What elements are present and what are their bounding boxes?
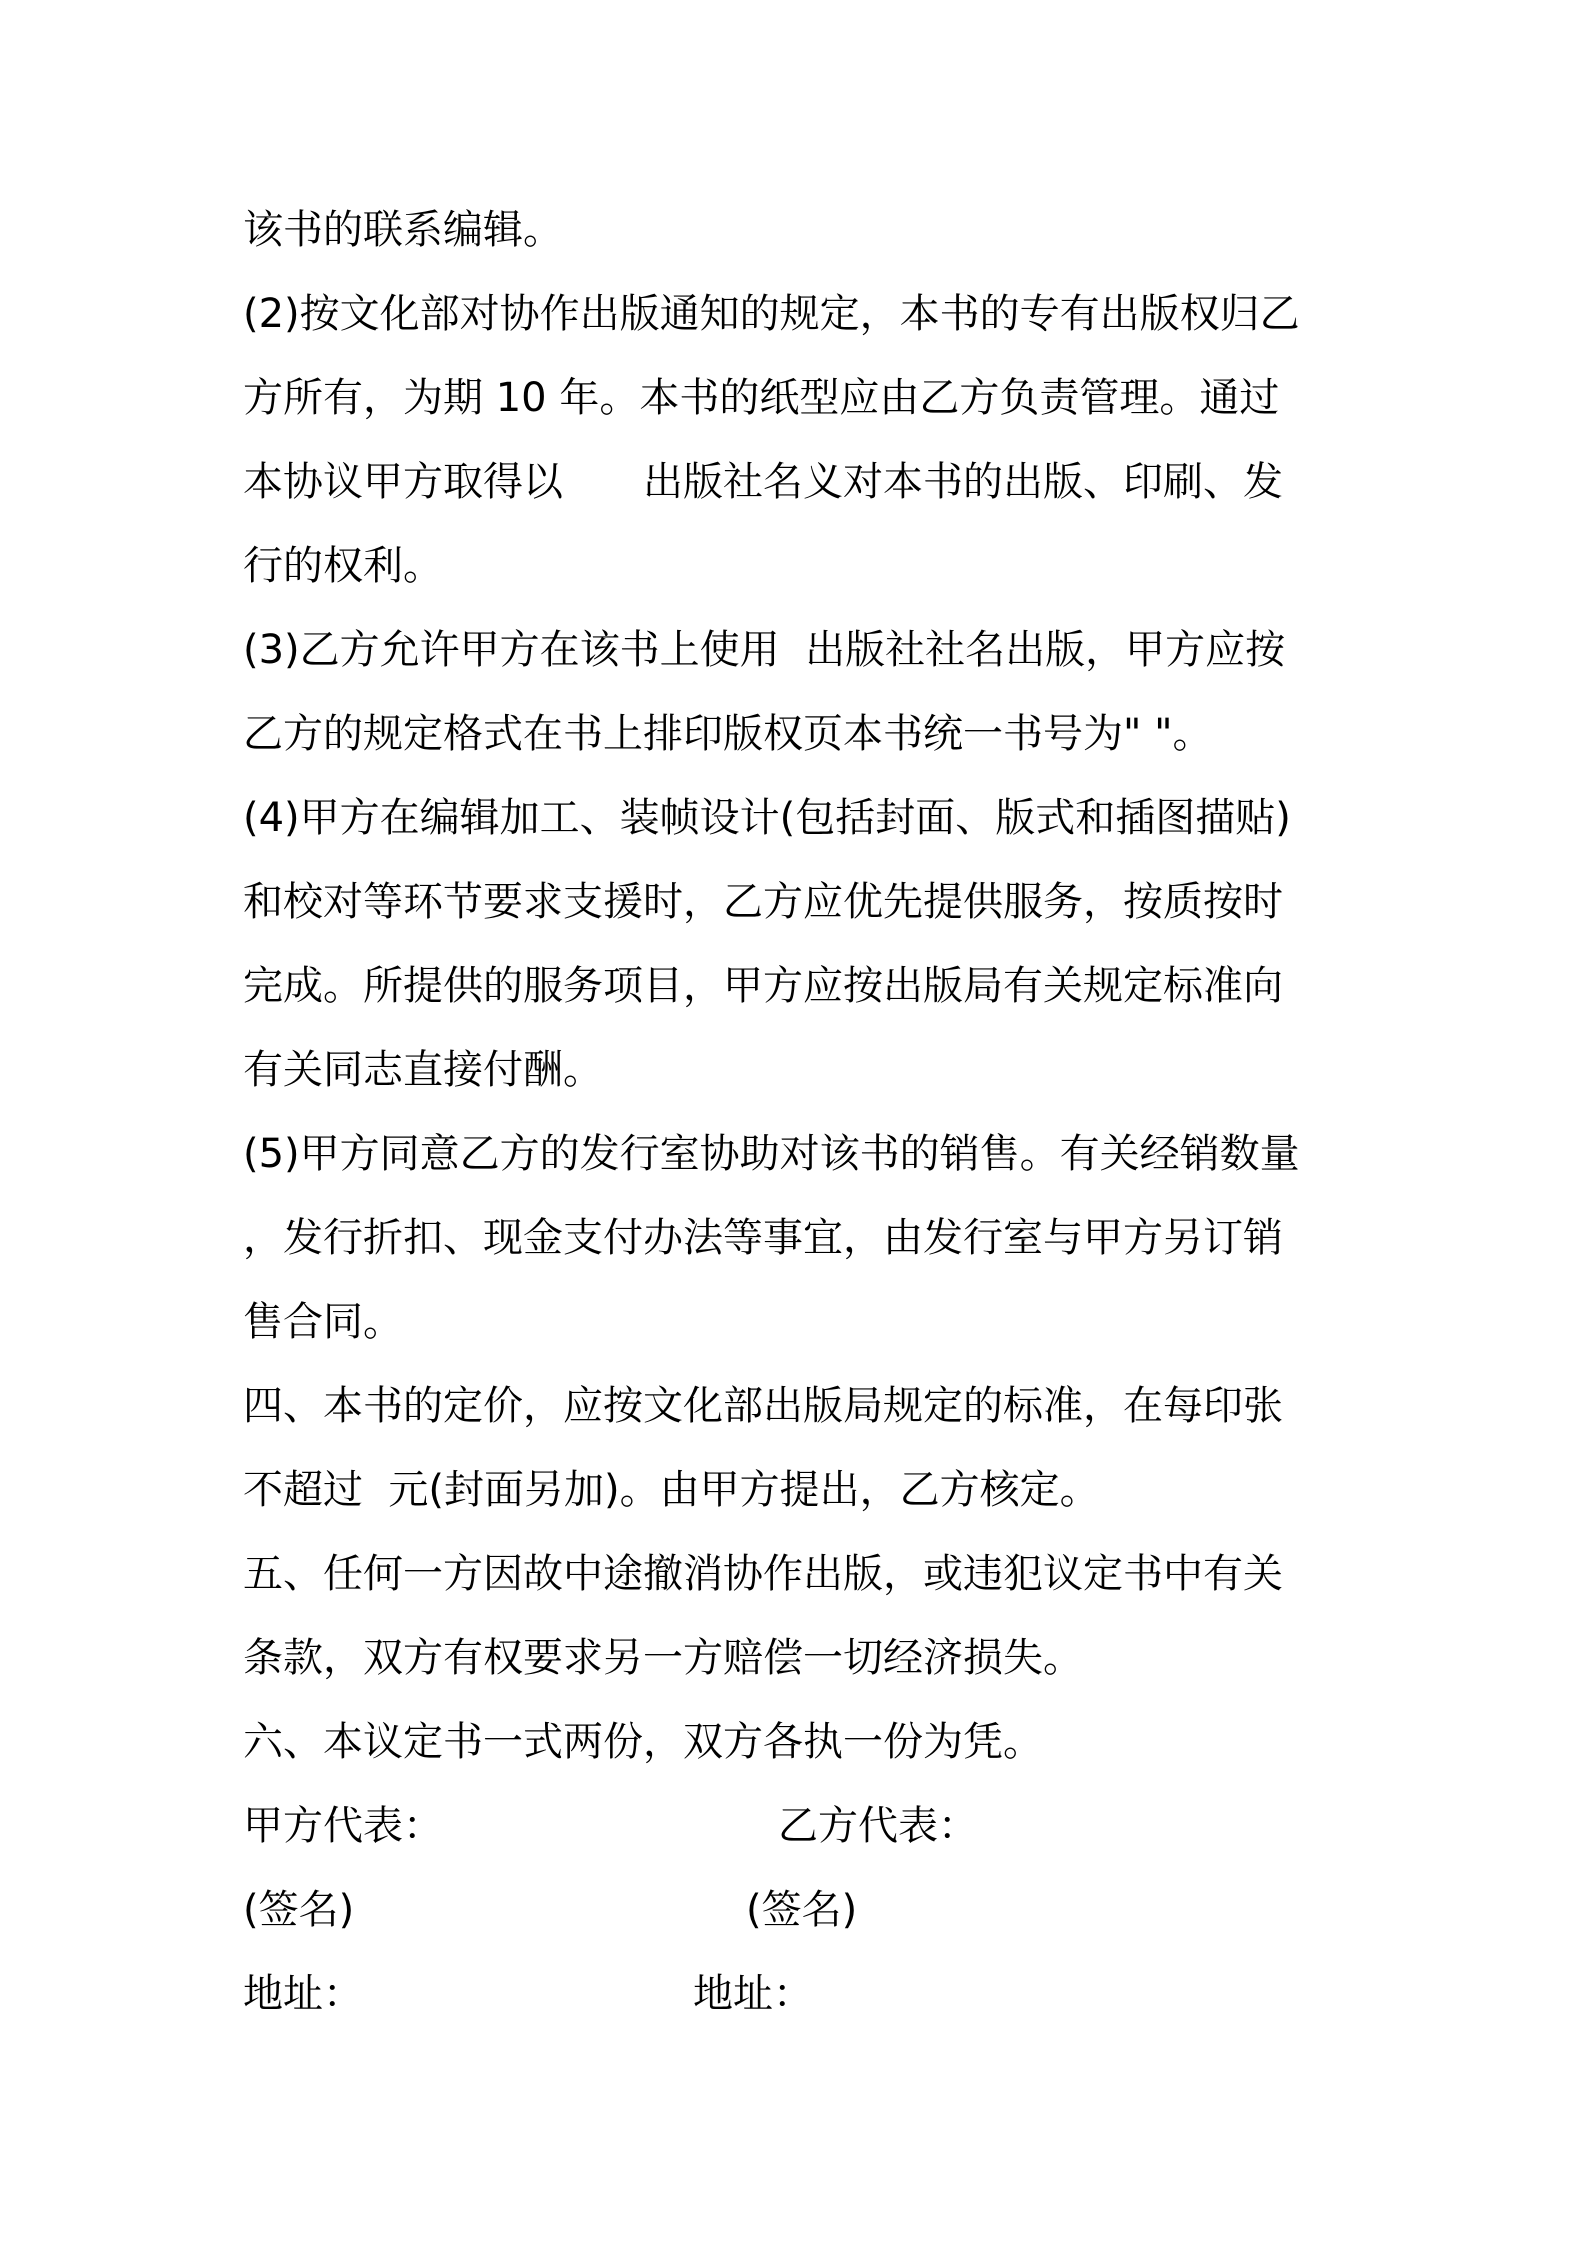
text-line-7: 乙方的规定格式在书上排印版权页本书统一书号为" "。 (243, 711, 1213, 757)
party-a-signature-label: (签名) (243, 1887, 355, 1933)
text-line-10: 完成。所提供的服务项目，甲方应按出版局有关规定标准向 (243, 963, 1283, 1009)
text-line-2: (2)按文化部对协作出版通知的规定，本书的专有出版权归乙 (243, 291, 1300, 337)
text-line-17: 五、任何一方因故中途撤消协作出版，或违犯议定书中有关 (243, 1551, 1283, 1597)
text-line-8: (4)甲方在编辑加工、装帧设计(包括封面、版式和插图描贴) (243, 795, 1291, 841)
text-line-11: 有关同志直接付酬。 (243, 1047, 603, 1093)
party-b-address-label: 地址： (693, 1971, 813, 2017)
text-line-1: 该书的联系编辑。 (243, 207, 563, 253)
text-line-6: (3)乙方允许甲方在该书上使用 出版社社名出版，甲方应按 (243, 627, 1286, 673)
text-line-9: 和校对等环节要求支援时，乙方应优先提供服务，按质按时 (243, 879, 1283, 925)
text-line-15: 四、本书的定价，应按文化部出版局规定的标准，在每印张 (243, 1383, 1283, 1429)
text-line-5: 行的权利。 (243, 543, 443, 589)
text-line-16: 不超过 元(封面另加)。由甲方提出，乙方核定。 (243, 1467, 1100, 1513)
party-a-representative-label: 甲方代表： (243, 1803, 443, 1849)
representatives-row (243, 1784, 1353, 1868)
text-line-3: 方所有，为期 10 年。本书的纸型应由乙方负责管理。通过 (243, 375, 1280, 421)
text-line-18: 条款，双方有权要求另一方赔偿一切经济损失。 (243, 1635, 1083, 1681)
text-line-13: ，发行折扣、现金支付办法等事宜，由发行室与甲方另订销 (243, 1215, 1283, 1261)
agreement-body (243, 188, 1353, 2017)
text-line-4: 本协议甲方取得以 出版社名义对本书的出版、印刷、发 (243, 459, 1283, 505)
address-row (243, 1952, 1353, 2036)
text-line-12: (5)甲方同意乙方的发行室协助对该书的销售。有关经销数量 (243, 1131, 1300, 1177)
text-line-14: 售合同。 (243, 1299, 403, 1345)
party-b-representative-label: 乙方代表： (778, 1803, 978, 1849)
text-line-19: 六、本议定书一式两份，双方各执一份为凭。 (243, 1719, 1043, 1765)
signature-row (243, 1868, 1353, 1952)
party-b-signature-label: (签名) (746, 1887, 858, 1933)
party-a-address-label: 地址： (243, 1971, 363, 2017)
